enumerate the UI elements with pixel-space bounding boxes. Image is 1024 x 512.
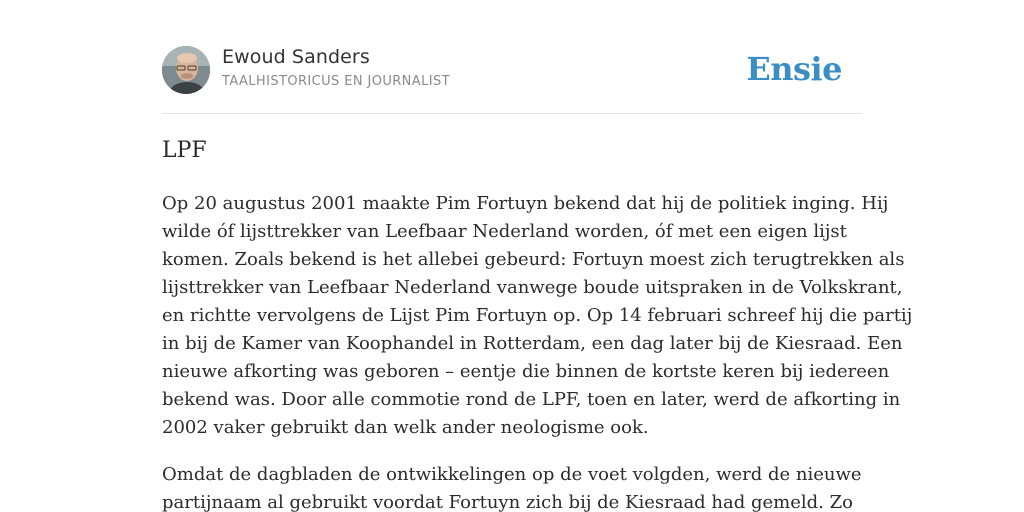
text-line: Omdat de dagbladen de ontwikkelingen op de voet volgden, werd de nieuwe [162,464,862,485]
text-line: 2002 vaker gebruikt dan welk ander neologisme ook. [162,417,649,438]
text-line: lijsttrekker van Leefbaar Nederland vanwege boude uitspraken in de Volkskrant, [162,277,903,298]
text-line: bekend was. Door alle commotie rond de LPF, toen en later, werd de afkorting in [162,389,901,410]
text-line: partijnaam al gebruikt voordat Fortuyn zich bij de Kiesraad had gemeld. Zo [162,492,853,512]
text-line: komen. Zoals bekend is het allebei gebeurd: Fortuyn moest zich terugtrekken als [162,249,905,270]
article-title: LPF [162,138,207,163]
paragraph [162,461,862,512]
author-photo-icon [162,46,210,94]
author-avatar[interactable] [162,46,210,94]
text-line: in bij de Kamer van Koophandel in Rotterdam, een dag later bij de Kiesraad. Een [162,333,903,354]
text-line: en richtte vervolgens de Lijst Pim Fortuyn op. Op 14 februari schreef hij die partij [162,305,913,326]
text-line: nieuwe afkorting was geboren – eentje die binnen de kortste keren bij iedereen [162,361,890,382]
text-line: Op 20 augustus 2001 maakte Pim Fortuyn bekend dat hij de politiek inging. Hij [162,193,889,214]
article-body [162,190,913,512]
author-header [162,46,862,96]
author-name[interactable]: Ewoud Sanders [222,46,370,68]
article-page [162,0,913,512]
ensie-logo[interactable]: Ensie [746,50,842,88]
header-divider [162,113,862,114]
author-role: TAALHISTORICUS EN JOURNALIST [222,74,450,89]
paragraph [162,190,913,442]
text-line: wilde óf lijsttrekker van Leefbaar Nederland worden, óf met een eigen lijst [162,221,847,242]
